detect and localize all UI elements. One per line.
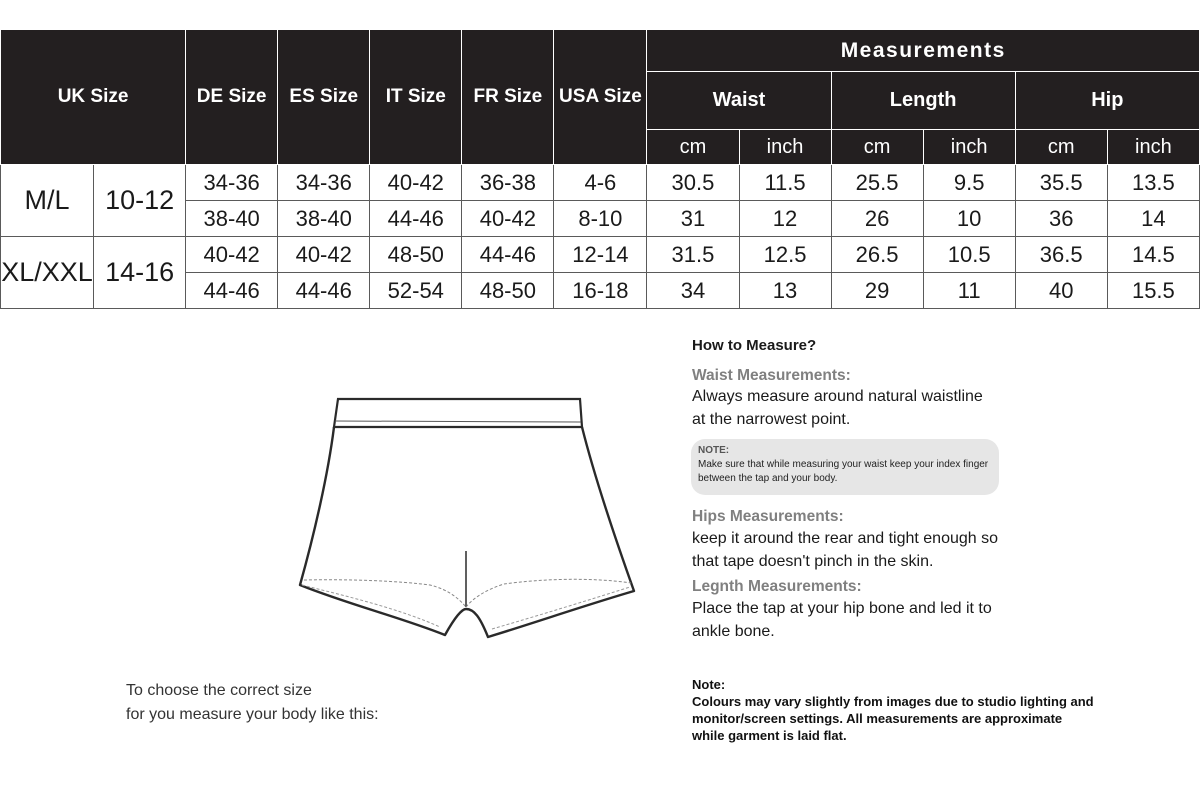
uk-size-header: UK Size [1, 30, 186, 165]
fr-size-header: FR Size [462, 30, 554, 165]
table-cell: 30.5 [647, 165, 739, 201]
de-size-header: DE Size [186, 30, 278, 165]
es-size-header: ES Size [278, 30, 370, 165]
table-cell: 14 [1107, 201, 1199, 237]
shorts-icon [290, 385, 650, 647]
bottom-note-line: monitor/screen settings. All measurements are approximate [692, 711, 1063, 726]
table-cell: 11 [923, 273, 1015, 309]
unit-header: cm [647, 130, 739, 165]
table-cell: 4-6 [554, 165, 647, 201]
table-cell: 40-42 [462, 201, 554, 237]
table-cell: 34-36 [278, 165, 370, 201]
uk-size-cell: 10-12 [94, 165, 186, 237]
waist-line: Always measure around natural waistline [692, 388, 983, 405]
unit-header: inch [923, 130, 1015, 165]
table-cell: 44-46 [462, 237, 554, 273]
length-header: Length [831, 72, 1015, 130]
size-chart-body [1, 165, 1200, 309]
table-cell: 12.5 [739, 237, 831, 273]
table-cell: 36 [1015, 201, 1107, 237]
table-cell: 36-38 [462, 165, 554, 201]
table-cell: 9.5 [923, 165, 1015, 201]
waist-instructions [692, 385, 983, 431]
unit-header: inch [1107, 130, 1199, 165]
length-line: Place the tap at your hip bone and led it to [692, 600, 992, 617]
unit-header: cm [1015, 130, 1107, 165]
table-cell: 31 [647, 201, 739, 237]
measurements-header: Measurements [647, 30, 1200, 72]
note-box [691, 439, 999, 495]
bottom-note-label: Note: [692, 677, 726, 692]
table-cell: 34-36 [186, 165, 278, 201]
usa-size-header: USA Size [554, 30, 647, 165]
table-cell: 8-10 [554, 201, 647, 237]
unit-header: cm [831, 130, 923, 165]
hips-line: that tape doesn't pinch in the skin. [692, 553, 934, 570]
waist-heading: Waist Measurements: [692, 367, 851, 384]
table-cell: 25.5 [831, 165, 923, 201]
length-heading: Legnth Measurements: [692, 578, 862, 595]
table-cell: 52-54 [370, 273, 462, 309]
uk-size-cell: 14-16 [94, 237, 186, 309]
table-cell: 15.5 [1107, 273, 1199, 309]
waist-line: at the narrowest point. [692, 411, 851, 428]
length-line: ankle bone. [692, 623, 775, 640]
table-cell: 44-46 [278, 273, 370, 309]
table-cell: 31.5 [647, 237, 739, 273]
note-text [698, 458, 992, 486]
hips-line: keep it around the rear and tight enough so [692, 530, 998, 547]
table-cell: 16-18 [554, 273, 647, 309]
table-cell: 12 [739, 201, 831, 237]
table-cell: 26 [831, 201, 923, 237]
unit-header: inch [739, 130, 831, 165]
table-cell: 35.5 [1015, 165, 1107, 201]
it-size-header: IT Size [370, 30, 462, 165]
table-cell: 48-50 [370, 237, 462, 273]
table-row [1, 165, 1200, 201]
choose-size-text [126, 679, 379, 727]
table-cell: 10.5 [923, 237, 1015, 273]
table-cell: 44-46 [370, 201, 462, 237]
hips-instructions [692, 527, 998, 573]
size-chart-table [0, 29, 1200, 309]
table-cell: 26.5 [831, 237, 923, 273]
hip-header: Hip [1015, 72, 1199, 130]
table-cell: 29 [831, 273, 923, 309]
table-cell: 40-42 [370, 165, 462, 201]
table-row [1, 237, 1200, 273]
table-cell: 10 [923, 201, 1015, 237]
table-cell: 44-46 [186, 273, 278, 309]
note-line: Make sure that while measuring your waist keep your index finger [698, 459, 989, 470]
length-instructions [692, 597, 992, 643]
table-cell: 11.5 [739, 165, 831, 201]
table-cell: 12-14 [554, 237, 647, 273]
table-cell: 13.5 [1107, 165, 1199, 201]
shorts-illustration [290, 385, 650, 652]
how-to-measure-title: How to Measure? [692, 337, 817, 354]
table-cell: 14.5 [1107, 237, 1199, 273]
table-cell: 36.5 [1015, 237, 1107, 273]
table-cell: 38-40 [186, 201, 278, 237]
table-cell: 13 [739, 273, 831, 309]
bottom-note [692, 676, 1094, 744]
table-cell: 40-42 [186, 237, 278, 273]
size-group-label: M/L [1, 165, 94, 237]
choose-line: To choose the correct size [126, 682, 312, 699]
note-label: NOTE: [698, 445, 730, 456]
bottom-note-line: Colours may vary slightly from images due to studio lighting and [692, 694, 1094, 709]
hips-heading: Hips Measurements: [692, 508, 844, 525]
table-cell: 40 [1015, 273, 1107, 309]
table-cell: 38-40 [278, 201, 370, 237]
table-cell: 48-50 [462, 273, 554, 309]
note-line: between the tap and your body. [698, 473, 838, 484]
table-cell: 40-42 [278, 237, 370, 273]
waist-header: Waist [647, 72, 831, 130]
size-group-label: XL/XXL [1, 237, 94, 309]
table-cell: 34 [647, 273, 739, 309]
bottom-note-line: while garment is laid flat. [692, 728, 847, 743]
choose-line: for you measure your body like this: [126, 706, 379, 723]
